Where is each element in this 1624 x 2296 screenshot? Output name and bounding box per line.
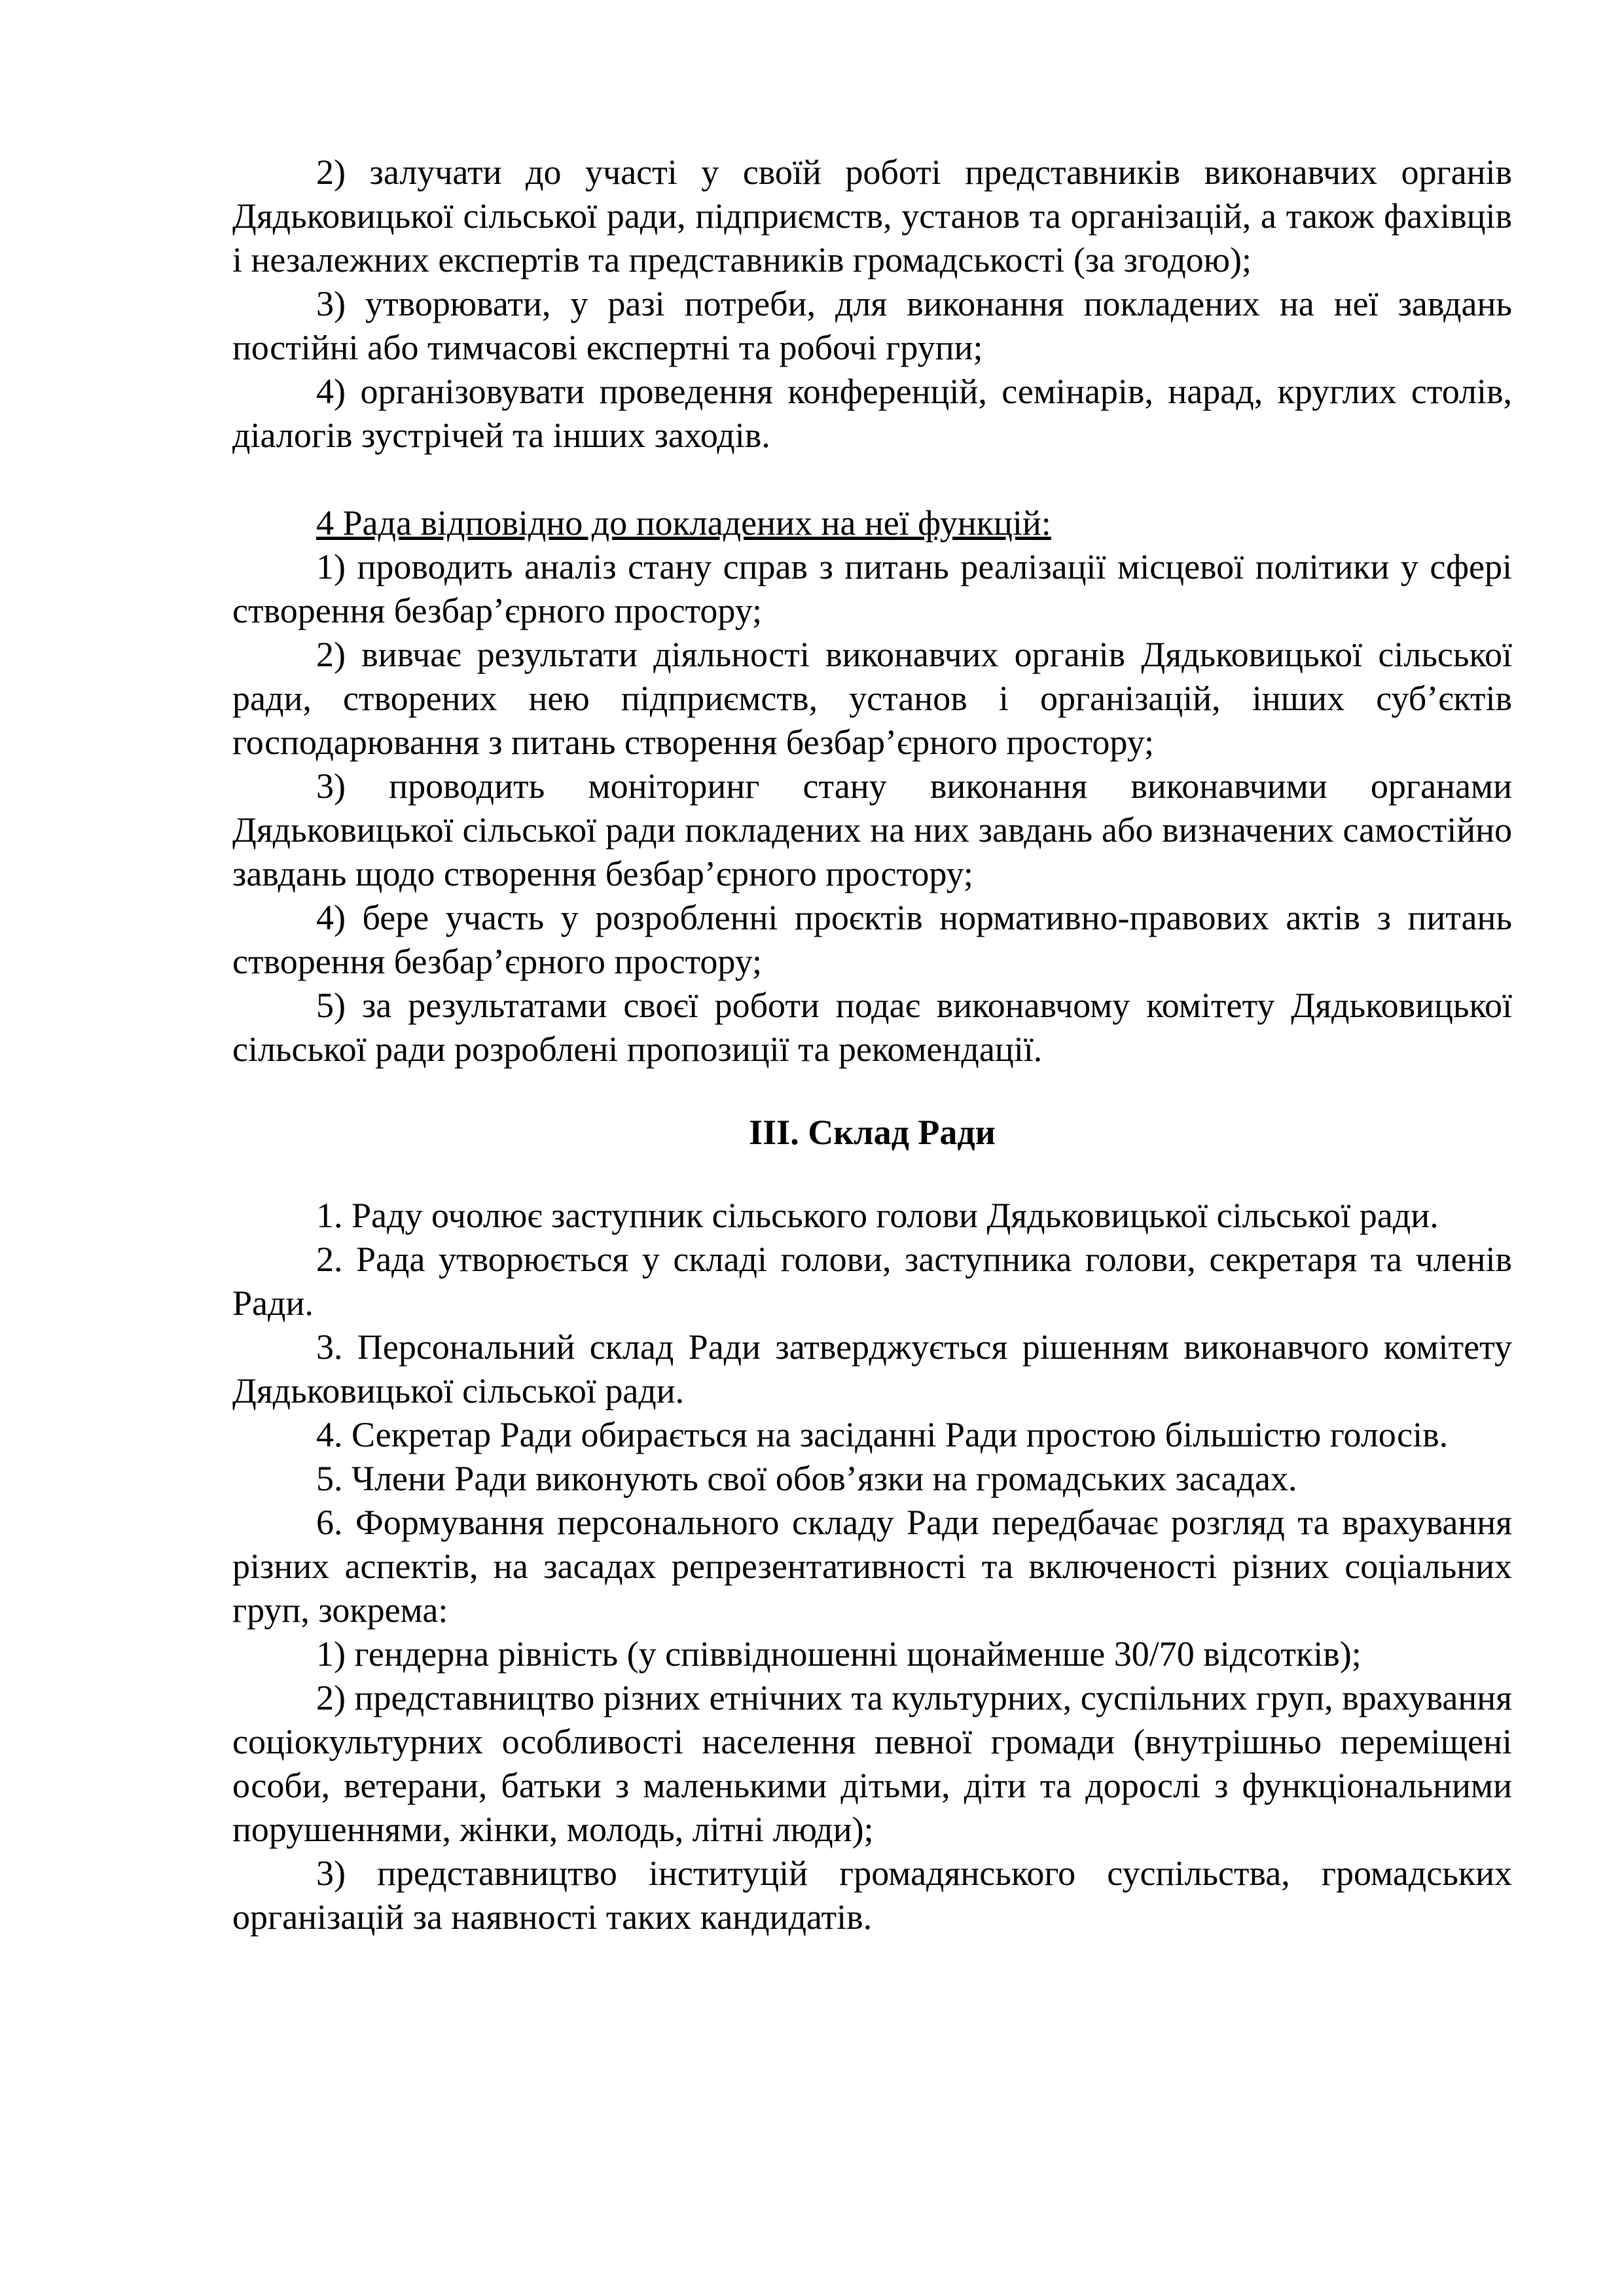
paragraph-item-2: 2) залучати до участі у своїй роботі представників виконавчих органів Дядьковицької сільської ради, підприємств, установ та організацій, а також фахівців і незалежних експертів та представників громадськості (за згодою); xyxy=(232,152,1512,279)
paragraph-item-3: 3) утворювати, у разі потреби, для виконання покладених на неї завдань постійні або тимчасові експертні та робочі групи; xyxy=(232,284,1512,367)
section-4-title xyxy=(232,501,1512,545)
composition-item-4: 4. Секретар Ради обирається на засіданні Ради простою більшістю голосів. xyxy=(316,1415,1449,1454)
section-4-item-3: 3) проводить моніторинг стану виконання виконавчими органами Дядьковицької сільської ради покладених на них завдань або визначених самостійно завдань щодо створення безбар’єрного простору; xyxy=(232,766,1512,893)
spacer xyxy=(232,457,1512,501)
document-page xyxy=(232,151,1512,1939)
paragraph-item-4: 4) організовувати проведення конференцій, семінарів, нарад, круглих столів, діалогів зустрічей та інших заходів. xyxy=(232,372,1512,455)
section-4-item-1: 1) проводить аналіз стану справ з питань реалізації місцевої політики у сфері створення безбар’єрного простору; xyxy=(232,547,1512,630)
composition-item-3: 3. Персональний склад Ради затверджується рішенням виконавчого комітету Дядьковицької сільської ради. xyxy=(232,1327,1512,1410)
composition-item-6: 6. Формування персонального складу Ради передбачає розгляд та врахування різних аспектів, на засадах репрезентативності та включеності різних соціальних груп, зокрема: xyxy=(232,1503,1512,1630)
composition-item-5: 5. Члени Ради виконують свої обов’язки на громадських засадах. xyxy=(316,1459,1297,1498)
composition-subitem-1: 1) гендерна рівність (у співвідношенні щонайменше 30/70 відсотків); xyxy=(316,1634,1362,1674)
composition-item-1: 1. Раду очолює заступник сільського голови Дядьковицької сільської ради. xyxy=(316,1196,1439,1235)
composition-item-2: 2. Рада утворюється у складі голови, заступника голови, секретаря та членів Ради. xyxy=(232,1240,1512,1323)
spacer xyxy=(232,1155,1512,1194)
section-4-item-2: 2) вивчає результати діяльності виконавчих органів Дядьковицької сільської ради, створених нею підприємств, установ і організацій, інших суб’єктів господарювання з питань створення безбар’єрного простору; xyxy=(232,635,1512,762)
section-4-item-5: 5) за результатами своєї роботи подає виконавчому комітету Дядьковицької сільської ради розроблені пропозиції та рекомендації. xyxy=(232,986,1512,1069)
section-4-item-4: 4) бере участь у розробленні проєктів нормативно-правових актів з питань створення безбар’єрного простору; xyxy=(232,898,1512,981)
section-heading: ІІІ. Склад Ради xyxy=(749,1113,996,1152)
composition-subitem-2: 2) представництво різних етнічних та культурних, суспільних груп, врахування соціокультурних особливості населення певної громади (внутрішньо переміщені особи, ветерани, батьки з маленькими дітьми, діти та дорослі з функціональними порушеннями, жінки, молодь, літні люди); xyxy=(232,1678,1512,1849)
composition-subitem-3: 3) представництво інституцій громадянського суспільства, громадських організацій за наявності таких кандидатів. xyxy=(232,1854,1512,1937)
spacer xyxy=(232,1071,1512,1111)
section-4-title-text: 4 Рада відповідно до покладених на неї функцій: xyxy=(316,503,1051,543)
